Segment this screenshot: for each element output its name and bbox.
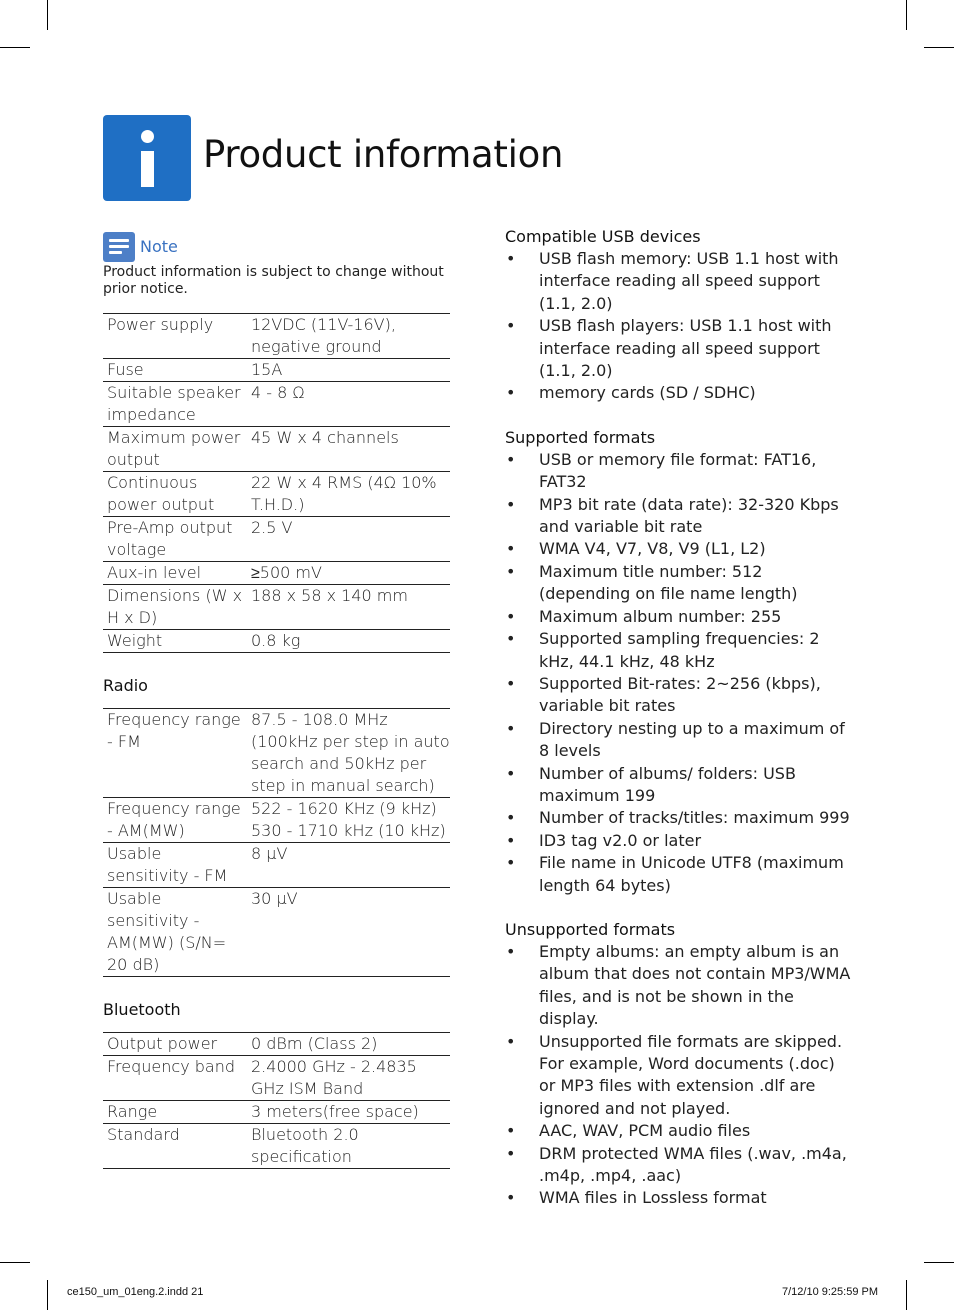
spec-value: 4 - 8 Ω: [247, 382, 450, 427]
spec-value: 8 µV: [247, 843, 450, 888]
note-label: Note: [140, 237, 178, 256]
spec-row: [103, 382, 450, 427]
crop-mark: [47, 0, 48, 30]
list-item: • DRM protected WMA files (.wav, .m4a, .m4p, .mp4, .aac): [505, 1143, 855, 1188]
crop-mark: [924, 47, 954, 48]
radio-title: Radio: [103, 676, 148, 695]
spec-row: [103, 585, 450, 630]
spec-value: 30 µV: [247, 888, 450, 977]
spec-value: 15A: [247, 359, 450, 382]
spec-value: 3 meters(free space): [247, 1101, 450, 1124]
list-item: • ID3 tag v2.0 or later: [505, 830, 855, 852]
spec-row: [103, 517, 450, 562]
spec-row: [103, 1033, 450, 1056]
spec-value: 0 dBm (Class 2): [247, 1033, 450, 1056]
list-item: • Supported sampling frequencies: 2 kHz, 44.1 kHz, 48 kHz: [505, 628, 855, 673]
bluetooth-spec-table: [103, 1032, 450, 1169]
list-item: • Maximum album number: 255: [505, 606, 855, 628]
note-icon: [103, 232, 135, 262]
unsupported-formats-title: Unsupported formats: [505, 919, 676, 939]
spec-key: Standard: [103, 1124, 247, 1169]
spec-value: ≥500 mV: [247, 562, 450, 585]
info-icon: [103, 115, 191, 201]
usb-devices-title: Compatible USB devices: [505, 227, 701, 246]
list-item: • memory cards (SD / SDHC): [505, 382, 855, 404]
spec-row: [103, 427, 450, 472]
spec-key: Frequency range - FM: [103, 709, 247, 798]
spec-key: Pre-Amp output voltage: [103, 517, 247, 562]
spec-row: [103, 314, 450, 359]
list-item: • Maximum title number: 512 (depending on file name length): [505, 561, 855, 606]
spec-row: [103, 843, 450, 888]
unsupported-formats-list: [505, 941, 855, 1210]
spec-value: 87.5 - 108.0 MHz (100kHz per step in auto search and 50kHz per step in manual search): [247, 709, 450, 798]
note-header: [103, 230, 450, 264]
bluetooth-title: Bluetooth: [103, 1000, 181, 1019]
spec-row: [103, 630, 450, 653]
spec-row: [103, 1124, 450, 1169]
spec-value: 45 W x 4 channels: [247, 427, 450, 472]
spec-key: Output power: [103, 1033, 247, 1056]
crop-mark: [0, 1262, 30, 1263]
list-item: • Empty albums: an empty album is an album that does not contain MP3/WMA files, and is not be shown in the display.: [505, 941, 855, 1031]
crop-mark: [906, 1280, 907, 1310]
list-item: • USB flash players: USB 1.1 host with interface reading all speed support (1.1, 2.0): [505, 315, 855, 382]
spec-value: 2.4000 GHz - 2.4835 GHz ISM Band: [247, 1056, 450, 1101]
list-item: • USB or memory file format: FAT16, FAT32: [505, 449, 855, 494]
spec-key: Dimensions (W x H x D): [103, 585, 247, 630]
spec-key: Continuous power output: [103, 472, 247, 517]
spec-row: [103, 562, 450, 585]
spec-value: 12VDC (11V-16V), negative ground: [247, 314, 450, 359]
note-text: Product information is subject to change without prior notice.: [103, 264, 444, 297]
spec-key: Fuse: [103, 359, 247, 382]
spec-key: Weight: [103, 630, 247, 653]
spec-row: [103, 472, 450, 517]
spec-row: [103, 709, 450, 798]
spec-key: Usable sensitivity - AM(MW) (S/N= 20 dB): [103, 888, 247, 977]
supported-formats-list: [505, 449, 855, 897]
spec-key: Suitable speaker impedance: [103, 382, 247, 427]
radio-spec-table: [103, 708, 450, 977]
spec-row: [103, 798, 450, 843]
crop-mark: [924, 1262, 954, 1263]
spec-value: 22 W x 4 RMS (4Ω 10% T.H.D.): [247, 472, 450, 517]
list-item: • USB flash memory: USB 1.1 host with interface reading all speed support (1.1, 2.0): [505, 248, 855, 315]
supported-formats-title: Supported formats: [505, 427, 656, 447]
list-item: • MP3 bit rate (data rate): 32-320 Kbps and variable bit rate: [505, 494, 855, 539]
footer-timestamp: 7/12/10 9:25:59 PM: [782, 1286, 879, 1298]
spec-row: [103, 1101, 450, 1124]
page-title: Product information: [203, 133, 564, 176]
list-item: • Number of tracks/titles: maximum 999: [505, 807, 855, 829]
spec-value: 2.5 V: [247, 517, 450, 562]
spec-key: Usable sensitivity - FM: [103, 843, 247, 888]
list-item: • Number of albums/ folders: USB maximum 199: [505, 763, 855, 808]
list-item: • Supported Bit-rates: 2~256 (kbps), variable bit rates: [505, 673, 855, 718]
spec-key: Power supply: [103, 314, 247, 359]
list-item: • AAC, WAV, PCM audio files: [505, 1120, 855, 1142]
usb-devices-list: [505, 248, 855, 405]
spec-value: 188 x 58 x 140 mm: [247, 585, 450, 630]
crop-mark: [0, 47, 30, 48]
spec-key: Range: [103, 1101, 247, 1124]
spec-key: Frequency range - AM(MW): [103, 798, 247, 843]
spec-value: 522 - 1620 KHz (9 kHz) 530 - 1710 kHz (10 kHz): [247, 798, 450, 843]
spec-key: Maximum power output: [103, 427, 247, 472]
spec-key: Aux-in level: [103, 562, 247, 585]
general-spec-table: [103, 313, 450, 653]
footer-file: ce150_um_01eng.2.indd 21: [67, 1286, 204, 1298]
list-item: • Directory nesting up to a maximum of 8 levels: [505, 718, 855, 763]
crop-mark: [47, 1280, 48, 1310]
list-item: • WMA V4, V7, V8, V9 (L1, L2): [505, 538, 855, 560]
spec-value: Bluetooth 2.0 specification: [247, 1124, 450, 1169]
right-column: [505, 226, 855, 1210]
left-column: [103, 230, 450, 1169]
spec-row: [103, 888, 450, 977]
spec-key: Frequency band: [103, 1056, 247, 1101]
crop-mark: [906, 0, 907, 30]
list-item: • Unsupported file formats are skipped. For example, Word documents (.doc) or MP3 files with extension .dlf are ignored and not played.: [505, 1031, 855, 1121]
list-item: • WMA files in Lossless format: [505, 1187, 855, 1209]
spec-row: [103, 359, 450, 382]
spec-value: 0.8 kg: [247, 630, 450, 653]
spec-row: [103, 1056, 450, 1101]
list-item: • File name in Unicode UTF8 (maximum length 64 bytes): [505, 852, 855, 897]
